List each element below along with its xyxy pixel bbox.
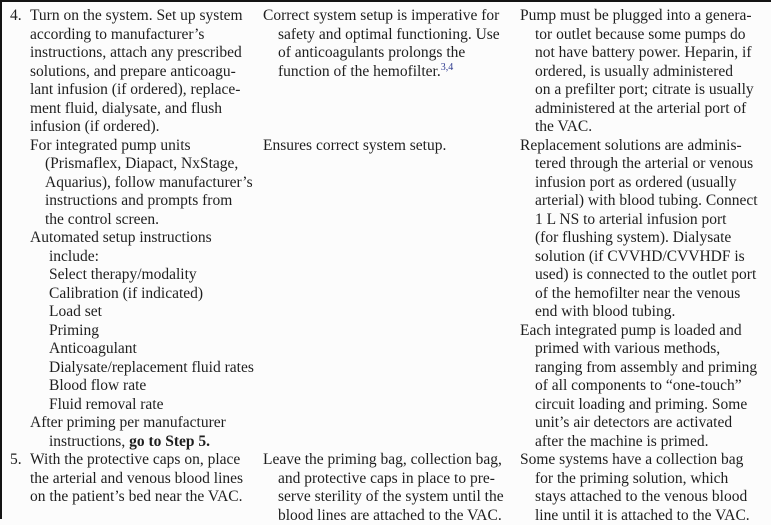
text-segment: serve sterility of the system until the	[278, 488, 504, 505]
text-segment: Turn on the system. Set up system	[30, 7, 243, 24]
text-line	[10, 322, 263, 341]
text-segment: Select therapy/modality	[49, 266, 197, 283]
text-line	[10, 137, 263, 156]
text-segment: not have battery power. Heparin, if	[535, 44, 752, 61]
text-segment: end with blood tubing.	[535, 303, 675, 320]
text-segment: Load set	[49, 303, 102, 320]
text-segment: according to manufacturer’s	[30, 26, 204, 43]
text-segment: on the patient’s bed near the VAC.	[30, 488, 243, 505]
text-segment: the arterial and venous blood lines	[30, 470, 243, 487]
text-line	[520, 396, 771, 415]
text-segment: Replacement solutions are adminis-	[520, 137, 742, 154]
text-segment: Priming	[49, 322, 99, 339]
text-line	[520, 211, 771, 230]
step-5-row-special-considerations-cell	[520, 451, 771, 525]
text-line	[10, 377, 263, 396]
text-line	[10, 192, 263, 211]
text-line	[520, 63, 771, 82]
text-line	[520, 359, 771, 378]
text-segment: primed with various methods,	[535, 340, 720, 357]
text-line	[520, 433, 771, 452]
text-line	[263, 137, 520, 156]
text-segment: solution (if CVVHD/CVVHDF is	[535, 248, 745, 265]
text-line	[520, 7, 771, 26]
text-segment: ment fluid, dialysate, and flush	[30, 100, 222, 117]
text-line	[520, 174, 771, 193]
text-line	[10, 44, 263, 63]
text-line	[520, 377, 771, 396]
step-4-row	[10, 7, 771, 137]
text-line	[10, 396, 263, 415]
text-segment: Pump must be plugged into a genera-	[520, 7, 752, 24]
text-line	[263, 451, 520, 470]
text-line	[10, 303, 263, 322]
citation-reference-link[interactable]: 3,4	[441, 61, 454, 72]
text-segment: of all components to “one-touch”	[535, 377, 742, 394]
text-line	[520, 322, 771, 341]
text-line	[263, 26, 520, 45]
text-line	[263, 44, 520, 63]
text-line	[520, 100, 771, 119]
text-line	[520, 285, 771, 304]
text-segment: For integrated pump units	[30, 137, 191, 154]
text-line	[520, 26, 771, 45]
step-4-row-special-considerations-cell	[520, 7, 771, 137]
text-segment: unit’s air detectors are activated	[535, 414, 732, 431]
text-segment: With the protective caps on, place	[30, 451, 240, 468]
step-number: 5.	[10, 451, 30, 470]
text-segment: stays attached to the venous blood	[535, 488, 747, 505]
text-line	[520, 470, 771, 489]
text-line	[10, 81, 263, 100]
text-line	[520, 44, 771, 63]
text-line	[10, 118, 263, 137]
text-line	[10, 63, 263, 82]
text-segment: after the machine is primed.	[535, 433, 708, 450]
text-segment: ordered, is usually administered	[535, 63, 733, 80]
text-segment: and protective caps in place to pre-	[278, 470, 495, 487]
text-segment: lant infusion (if ordered), replace-	[30, 81, 240, 98]
text-segment: (Prismaflex, Diapact, NxStage,	[45, 155, 238, 172]
text-line	[10, 26, 263, 45]
step-5-row	[10, 451, 771, 525]
text-segment: instructions, attach any prescribed	[30, 44, 242, 61]
text-segment: Aquarius), follow manufacturer’s	[45, 174, 253, 191]
emphasized-text: go to Step 5.	[129, 433, 210, 450]
text-line	[520, 488, 771, 507]
text-line	[263, 507, 520, 525]
procedure-table	[10, 7, 771, 525]
text-segment: function of the hemofilter.	[278, 63, 441, 80]
text-line	[520, 266, 771, 285]
step-4-continued-row-special-considerations-cell	[520, 137, 771, 452]
text-segment: Anticoagulant	[49, 340, 137, 357]
text-segment: Each integrated pump is loaded and	[520, 322, 742, 339]
text-line	[263, 470, 520, 489]
text-segment: tor outlet because some pumps do	[535, 26, 746, 43]
text-segment: include:	[49, 248, 99, 265]
step-5-row-steps-cell	[10, 451, 263, 507]
text-line	[10, 100, 263, 119]
text-segment: arterial) with blood tubing. Connect	[535, 192, 758, 209]
text-segment: circuit loading and priming. Some	[535, 396, 747, 413]
text-line	[10, 7, 263, 26]
text-segment: Calibration (if indicated)	[49, 285, 203, 302]
text-line	[520, 118, 771, 137]
text-line	[10, 174, 263, 193]
step-4-row-rationale-cell	[263, 7, 520, 81]
text-line	[263, 7, 520, 26]
text-segment: blood lines are attached to the VAC.	[278, 507, 502, 524]
text-line	[263, 488, 520, 507]
text-segment: instructions,	[49, 433, 129, 450]
text-segment: of the hemofilter near the venous	[535, 285, 740, 302]
text-line	[10, 451, 263, 470]
text-line	[10, 155, 263, 174]
text-line	[520, 303, 771, 322]
text-segment: Correct system setup is imperative for	[263, 7, 499, 24]
text-line	[10, 266, 263, 285]
text-line	[10, 470, 263, 489]
step-5-row-rationale-cell	[263, 451, 520, 525]
step-4-row-steps-cell	[10, 7, 263, 137]
text-segment: tered through the arterial or venous	[535, 155, 753, 172]
text-line	[520, 81, 771, 100]
text-segment: ranging from assembly and priming	[535, 359, 757, 376]
text-line	[520, 340, 771, 359]
text-segment: Automated setup instructions	[30, 229, 212, 246]
step-4-continued-row	[10, 137, 771, 452]
text-segment: the VAC.	[535, 118, 592, 135]
text-line	[520, 248, 771, 267]
text-segment: Some systems have a collection bag	[520, 451, 743, 468]
text-segment: Blood flow rate	[49, 377, 146, 394]
page	[10, 2, 771, 525]
text-line	[10, 359, 263, 378]
text-line	[10, 285, 263, 304]
text-line	[10, 414, 263, 433]
text-line	[520, 414, 771, 433]
text-line	[10, 433, 263, 452]
text-segment: (for flushing system). Dialysate	[535, 229, 731, 246]
text-line	[520, 137, 771, 156]
text-segment: safety and optimal functioning. Use	[278, 26, 500, 43]
text-segment: Fluid removal rate	[49, 396, 164, 413]
text-line	[10, 488, 263, 507]
text-segment: instructions and prompts from	[45, 192, 232, 209]
text-line	[263, 63, 520, 82]
text-line	[520, 229, 771, 248]
text-segment: Ensures correct system setup.	[263, 137, 446, 154]
text-segment: Dialysate/replacement fluid rates	[49, 359, 254, 376]
text-line	[10, 211, 263, 230]
text-line	[520, 192, 771, 211]
text-line	[10, 229, 263, 248]
text-segment: After priming per manufacturer	[30, 414, 226, 431]
text-segment: on a prefilter port; citrate is usually	[535, 81, 754, 98]
step-4-continued-row-steps-cell	[10, 137, 263, 452]
text-line	[520, 451, 771, 470]
text-segment: used) is connected to the outlet port	[535, 266, 756, 283]
text-segment: the control screen.	[45, 211, 159, 228]
text-segment: 1 L NS to arterial infusion port	[535, 211, 726, 228]
text-segment: infusion (if ordered).	[30, 118, 160, 135]
text-segment: of anticoagulants prolongs the	[278, 44, 465, 61]
text-segment: for the priming solution, which	[535, 470, 728, 487]
text-segment: line until it is attached to the VAC.	[535, 507, 750, 524]
text-segment: administered at the arterial port of	[535, 100, 746, 117]
text-line	[10, 340, 263, 359]
text-line	[10, 248, 263, 267]
text-segment: infusion port as ordered (usually	[535, 174, 736, 191]
text-segment: solutions, and prepare anticoagu-	[30, 63, 236, 80]
text-line	[520, 155, 771, 174]
text-line	[520, 507, 771, 525]
text-segment: Leave the priming bag, collection bag,	[263, 451, 502, 468]
step-number: 4.	[10, 7, 30, 26]
step-4-continued-row-rationale-cell	[263, 137, 520, 156]
